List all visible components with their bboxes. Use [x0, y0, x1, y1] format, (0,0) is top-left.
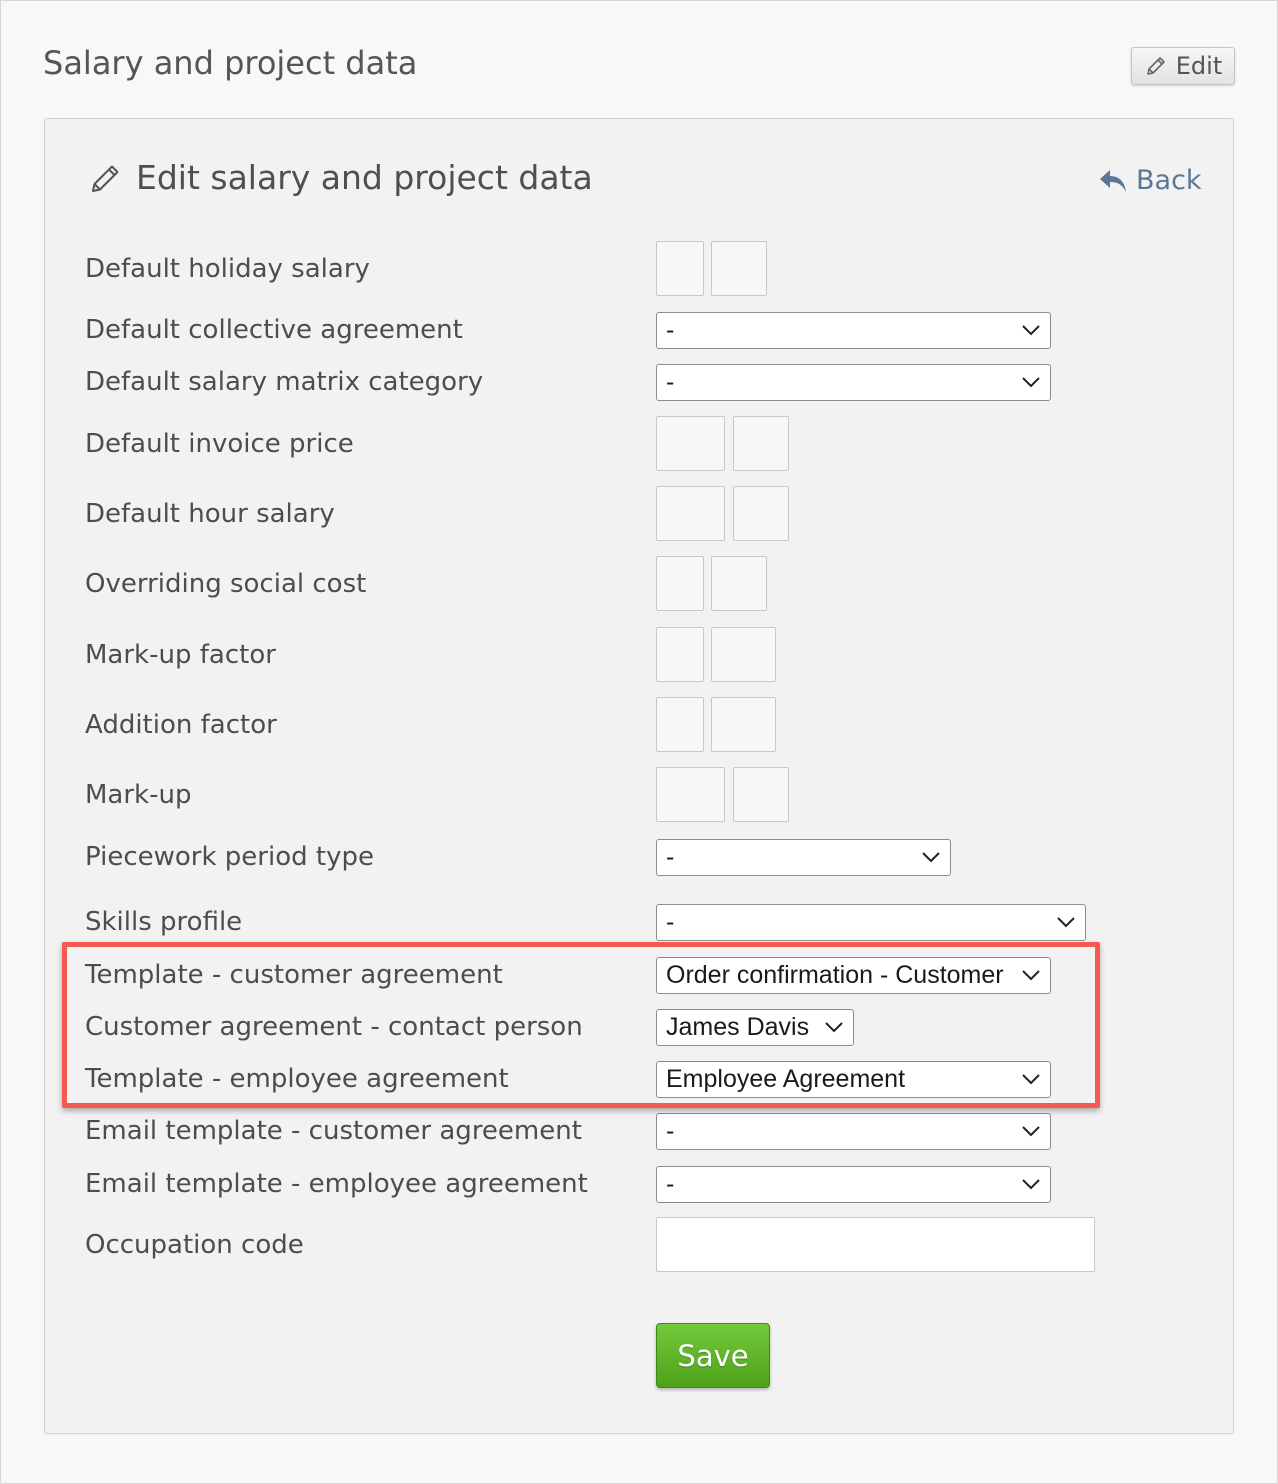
label-occupation-code: Occupation code [85, 1230, 304, 1260]
occupation-code-input[interactable] [656, 1217, 1095, 1272]
chevron-down-icon [1020, 1123, 1042, 1139]
label-addition-factor: Addition factor [85, 710, 277, 740]
contact-person-select[interactable] [656, 1009, 854, 1046]
collective-agreement-value: - [666, 316, 675, 344]
label-overriding-social-cost: Overriding social cost [85, 569, 367, 599]
social-cost-input-a[interactable] [656, 556, 704, 611]
label-template-employee-agreement: Template - employee agreement [85, 1064, 509, 1094]
holiday-salary-input-a[interactable] [656, 241, 704, 296]
salary-matrix-category-select[interactable] [656, 364, 1051, 401]
hour-salary-input-a[interactable] [656, 486, 725, 541]
label-default-salary-matrix-category: Default salary matrix category [85, 367, 484, 397]
invoice-price-input-b[interactable] [733, 416, 789, 471]
invoice-price-input-a[interactable] [656, 416, 725, 471]
addition-factor-input-b[interactable] [711, 697, 776, 752]
save-button[interactable]: Save [656, 1323, 770, 1388]
template-employee-agreement-value: Employee Agreement [666, 1065, 906, 1093]
skills-profile-select[interactable] [656, 904, 1086, 941]
mark-up-factor-input-b[interactable] [711, 627, 776, 682]
edit-button-label: Edit [1175, 52, 1223, 80]
reply-arrow-icon [1098, 168, 1128, 194]
chevron-down-icon [1020, 1071, 1042, 1087]
contact-person-value: James Davis [666, 1013, 810, 1041]
pencil-icon [88, 160, 124, 196]
label-default-hour-salary: Default hour salary [85, 499, 335, 529]
label-mark-up-factor: Mark-up factor [85, 640, 276, 670]
label-skills-profile: Skills profile [85, 907, 243, 937]
page-title: Salary and project data [43, 44, 418, 82]
mark-up-factor-input-a[interactable] [656, 627, 704, 682]
chevron-down-icon [823, 1019, 845, 1035]
label-default-holiday-salary: Default holiday salary [85, 254, 370, 284]
piecework-period-type-value: - [666, 843, 675, 871]
label-mark-up: Mark-up [85, 780, 192, 810]
piecework-period-type-select[interactable] [656, 839, 951, 876]
chevron-down-icon [920, 849, 942, 865]
holiday-salary-input-b[interactable] [711, 241, 767, 296]
panel-title-text: Edit salary and project data [136, 158, 593, 197]
email-template-customer-agreement-value: - [666, 1117, 675, 1145]
label-template-customer-agreement: Template - customer agreement [85, 960, 503, 990]
label-email-template-employee-agreement: Email template - employee agreement [85, 1169, 588, 1199]
collective-agreement-select[interactable] [656, 312, 1051, 349]
edit-button[interactable] [1131, 47, 1235, 85]
chevron-down-icon [1020, 967, 1042, 983]
chevron-down-icon [1020, 374, 1042, 390]
addition-factor-input-a[interactable] [656, 697, 704, 752]
label-piecework-period-type: Piecework period type [85, 842, 374, 872]
mark-up-input-a[interactable] [656, 767, 725, 822]
email-template-employee-agreement-select[interactable] [656, 1166, 1051, 1203]
skills-profile-value: - [666, 908, 675, 936]
label-default-invoice-price: Default invoice price [85, 429, 354, 459]
email-template-employee-agreement-value: - [666, 1170, 675, 1198]
email-template-customer-agreement-select[interactable] [656, 1113, 1051, 1150]
chevron-down-icon [1020, 322, 1042, 338]
label-customer-agreement-contact-person: Customer agreement - contact person [85, 1012, 583, 1042]
label-default-collective-agreement: Default collective agreement [85, 315, 463, 345]
social-cost-input-b[interactable] [711, 556, 767, 611]
mark-up-input-b[interactable] [733, 767, 789, 822]
chevron-down-icon [1020, 1176, 1042, 1192]
template-customer-agreement-value: Order confirmation - Customer [666, 961, 1004, 989]
label-email-template-customer-agreement: Email template - customer agreement [85, 1116, 582, 1146]
back-link[interactable] [1098, 165, 1202, 196]
hour-salary-input-b[interactable] [733, 486, 789, 541]
salary-matrix-category-value: - [666, 368, 675, 396]
pencil-icon [1144, 54, 1168, 78]
chevron-down-icon [1055, 914, 1077, 930]
back-link-label: Back [1136, 165, 1202, 196]
panel-title [88, 158, 593, 197]
template-customer-agreement-select[interactable] [656, 957, 1051, 994]
template-employee-agreement-select[interactable] [656, 1061, 1051, 1098]
